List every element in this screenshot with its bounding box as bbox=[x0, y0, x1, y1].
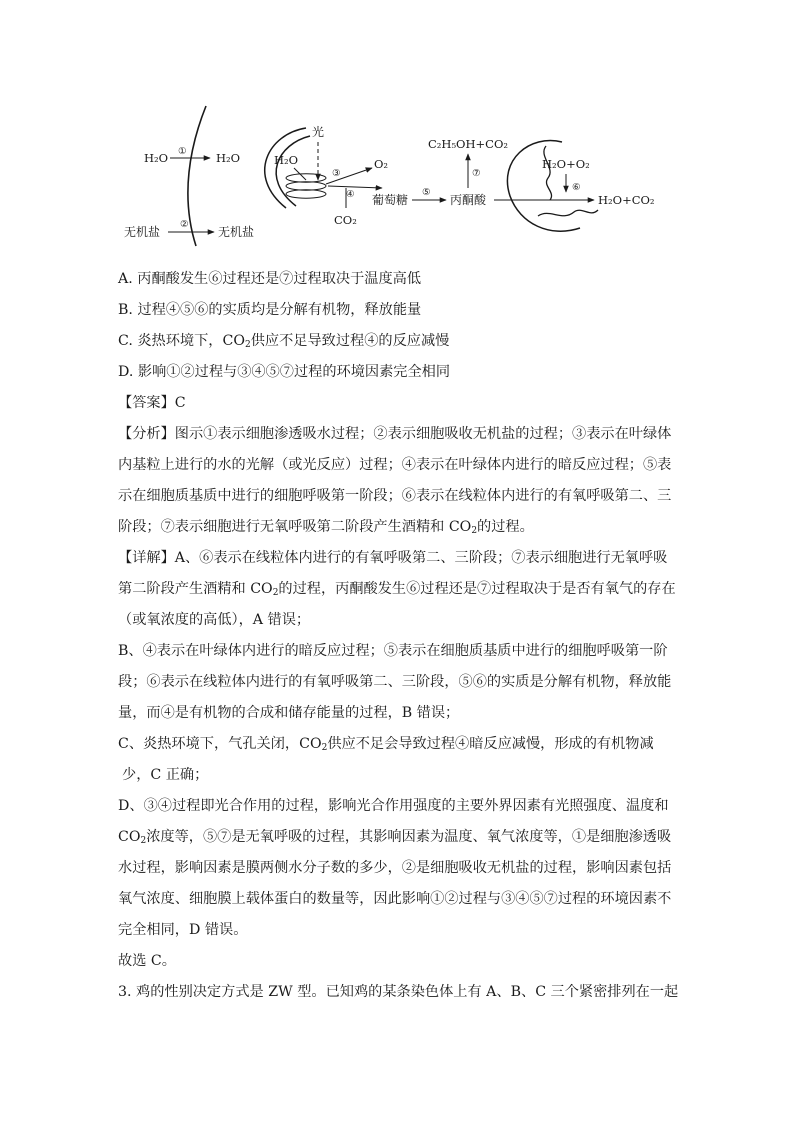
detail-line bbox=[118, 822, 674, 853]
cell-membrane bbox=[188, 106, 206, 246]
light-label: 光 bbox=[312, 125, 325, 139]
detail-line bbox=[118, 729, 674, 760]
subscript: 2 bbox=[471, 526, 478, 536]
answer: 【答案】C bbox=[118, 395, 186, 411]
subscript: 2 bbox=[140, 836, 147, 846]
detail-text: 的过程，丙酮酸发生⑥过程还是⑦过程取决于是否有氧气的存在 bbox=[278, 581, 676, 597]
option-d: D. 影响①②过程与③④⑤⑦过程的环境因素完全相同 bbox=[118, 364, 451, 380]
detail-text: 第二阶段产生酒精和 CO bbox=[118, 581, 273, 597]
glucose-label: 葡萄糖 bbox=[372, 193, 409, 207]
grana bbox=[286, 182, 326, 190]
step-3-label: ③ bbox=[332, 168, 341, 179]
detail-line: D、③④过程即光合作用的过程，影响光合作用强度的主要外界因素有光照强度、温度和 bbox=[118, 798, 669, 814]
grana bbox=[286, 190, 326, 198]
h2o-outside-label: H₂O bbox=[144, 151, 169, 165]
salt-outside-label: 无机盐 bbox=[124, 225, 161, 239]
detail-line: （或氧浓度的高低），A 错误； bbox=[118, 612, 311, 628]
o2-label: O₂ bbox=[374, 157, 389, 171]
h2o-inside-label: H₂O bbox=[216, 151, 241, 165]
detail-line: 少，C 正确； bbox=[122, 767, 209, 783]
step-5-label: ⑤ bbox=[422, 187, 431, 198]
co2-label: CO₂ bbox=[334, 213, 357, 227]
detail-text: CO bbox=[118, 829, 141, 845]
mitochondrion-crista bbox=[544, 146, 552, 200]
h2o-co2-label: H₂O+CO₂ bbox=[598, 193, 655, 207]
grana bbox=[286, 174, 326, 182]
process-diagram bbox=[110, 96, 690, 256]
detail-line: 氧气浓度、细胞膜上载体蛋白的数量等，因此影响①②过程与③④⑤⑦过程的环境因素不 bbox=[118, 891, 672, 907]
arrow-4-glucose bbox=[328, 186, 382, 188]
detail-line: 水过程，影响因素是膜两侧水分子数的多少，②是细胞吸收无机盐的过程，影响因素包括 bbox=[118, 860, 672, 876]
detail-line: 【详解】A、⑥表示在线粒体内进行的有氧呼吸第二、三阶段；⑦表示细胞进行无氧呼吸 bbox=[118, 550, 668, 566]
detail-line: 段；⑥表示在线粒体内进行的有氧呼吸第二、三阶段，⑤⑥的实质是分解有机物，释放能 bbox=[118, 674, 672, 690]
analysis-line: 内基粒上进行的水的光解（或光反应）过程；④表示在叶绿体内进行的暗反应过程；⑤表 bbox=[118, 457, 672, 473]
detail-line: 量，而④是有机物的合成和储存能量的过程，B 错误； bbox=[118, 705, 460, 721]
next-question: 3. 鸡的性别决定方式是 ZW 型。已知鸡的某条染色体上有 A、B、C 三个紧密排列在一起 bbox=[118, 984, 679, 1000]
question-content bbox=[118, 264, 679, 1008]
pyruvate-label: 丙酮酸 bbox=[450, 193, 487, 207]
analysis-text: 的过程。 bbox=[477, 519, 534, 535]
detail-line: B、④表示在叶绿体内进行的暗反应过程；⑤表示在细胞质基质中进行的细胞呼吸第一阶 bbox=[118, 643, 668, 659]
subscript: 2 bbox=[321, 743, 328, 753]
option-c bbox=[118, 326, 674, 357]
analysis-text: 阶段；⑦表示细胞进行无氧呼吸第二阶段产生酒精和 CO bbox=[118, 519, 472, 535]
ethanol-co2-label: C₂H₅OH+CO₂ bbox=[428, 137, 508, 151]
salt-inside-label: 无机盐 bbox=[218, 225, 255, 239]
analysis-line bbox=[118, 512, 674, 543]
option-c-text: 供应不足导致过程④的反应减慢 bbox=[250, 333, 450, 349]
h2o-chloroplast-label: H₂O bbox=[274, 153, 299, 167]
option-b: B. 过程④⑤⑥的实质均是分解有机物，释放能量 bbox=[118, 302, 422, 318]
subscript: 2 bbox=[272, 588, 279, 598]
detail-line bbox=[118, 574, 674, 605]
analysis-line: 示在细胞质基质中进行的细胞呼吸第一阶段；⑥表示在线粒体内进行的有氧呼吸第二、三 bbox=[118, 488, 672, 504]
detail-text: 供应不足会导致过程④暗反应减慢，形成的有机物减 bbox=[327, 736, 654, 752]
option-a: A. 丙酮酸发生⑥过程还是⑦过程取决于温度高低 bbox=[118, 271, 422, 287]
conclusion: 故选 C。 bbox=[118, 953, 176, 969]
h2o-o2-label: H₂O+O₂ bbox=[542, 157, 590, 171]
subscript: 2 bbox=[244, 340, 251, 350]
chloroplast-inner-membrane bbox=[276, 136, 310, 206]
detail-text: C、炎热环境下，气孔关闭，CO bbox=[118, 736, 322, 752]
step-4-label: ④ bbox=[346, 189, 355, 200]
option-c-text: C. 炎热环境下，CO bbox=[118, 333, 245, 349]
step-1-label: ① bbox=[178, 146, 187, 157]
detail-line: 完全相同，D 错误。 bbox=[118, 922, 248, 938]
step-6-label: ⑥ bbox=[572, 182, 581, 193]
step-7-label: ⑦ bbox=[472, 168, 481, 179]
analysis-line: 【分析】图示①表示细胞渗透吸水过程；②表示细胞吸收无机盐的过程；③表示在叶绿体 bbox=[118, 426, 672, 442]
step-2-label: ② bbox=[180, 219, 189, 230]
mitochondrion-crista bbox=[538, 210, 598, 216]
detail-text: 浓度等，⑤⑦是无氧呼吸的过程，其影响因素为温度、氧气浓度等，①是细胞渗透吸 bbox=[146, 829, 672, 845]
